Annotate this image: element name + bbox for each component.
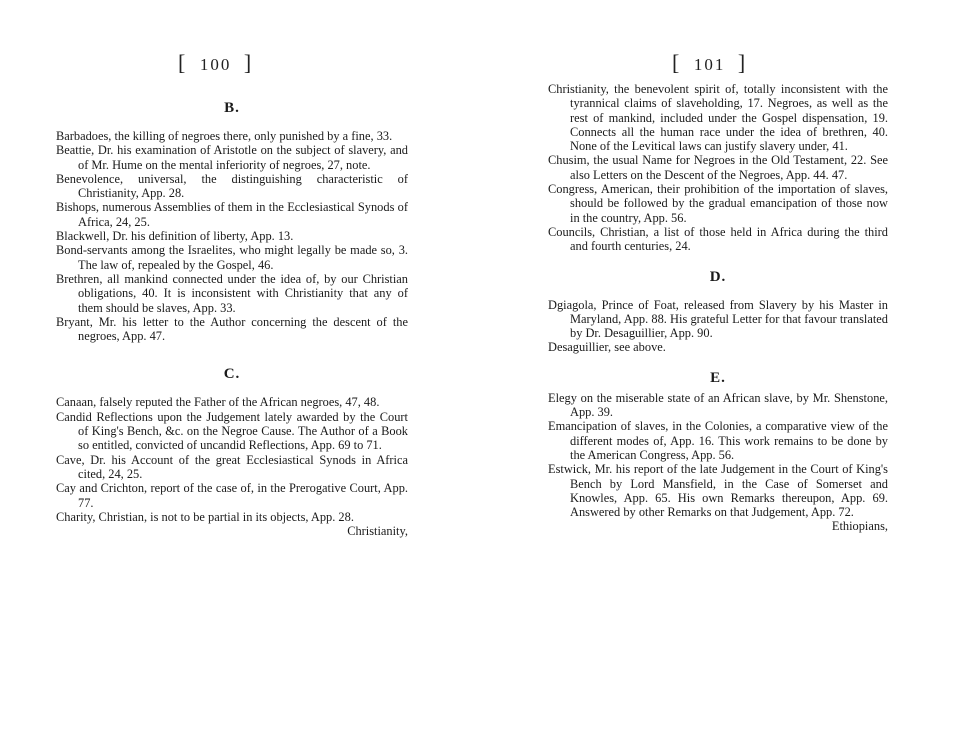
index-entry: Bond-servants among the Israelites, who might legally be made so, 3. The law of, repealed by the Gospel, 46.	[56, 243, 408, 272]
right-page-number: [ 101 ]	[672, 50, 748, 75]
index-entry: Christianity, the benevolent spirit of, totally inconsistent with the tyrannical claims of slaveholding, 17. Negroes, as well as the rest of mankind, included under the Gospel dispensation, 19. Connects all the human race under the idea of brethren, 40. None of the Levitical laws can justify slavery under, 41.	[548, 82, 888, 154]
index-entry: Congress, American, their prohibition of the importation of slaves, should be followed by the gradual emancipation of those now in the country, App. 56.	[548, 182, 888, 225]
index-entry: Desaguillier, see above.	[548, 340, 666, 355]
index-entry: Dgiagola, Prince of Foat, released from Slavery by his Master in Maryland, App. 88. His grateful Letter for that favour translated by Dr. Desaguillier, App. 90.	[548, 297, 888, 341]
left-column	[56, 95, 408, 538]
left-page-number: [ 100 ]	[178, 50, 254, 75]
index-entry: Emancipation of slaves, in the Colonies, a comparative view of the different modes of, App. 16. This work remains to be done by the American Congress, App. 56.	[548, 419, 888, 462]
section-heading-d: D.	[709, 268, 727, 285]
right-column	[548, 82, 888, 534]
index-entry: Bishops, numerous Assemblies of them in the Ecclesiastical Synods of Africa, 24, 25.	[56, 200, 408, 229]
right-page	[490, 0, 980, 752]
index-entry: Cay and Crichton, report of the case of, in the Prerogative Court, App. 77.	[56, 481, 408, 510]
index-entry: Charity, Christian, is not to be partial in its objects, App. 28.	[56, 509, 354, 524]
index-entry: Barbadoes, the killing of negroes there, only punished by a fine, 33.	[56, 129, 393, 143]
section-heading-e: E.	[710, 369, 726, 386]
section-heading-c: C.	[223, 366, 241, 383]
index-entry: Benevolence, universal, the distinguishing characteristic of Christianity, App. 28.	[56, 171, 408, 201]
index-entry: Canaan, falsely reputed the Father of the African negroes, 47, 48.	[56, 395, 380, 410]
index-entry: Cave, Dr. his Account of the great Ecclesiastical Synods in Africa cited, 24, 25.	[56, 452, 408, 481]
catchword: Christianity,	[347, 524, 408, 539]
section-heading-b: B.	[224, 100, 240, 116]
index-entry: Elegy on the miserable state of an African slave, by Mr. Shenstone, App. 39.	[548, 390, 888, 420]
index-entry: Candid Reflections upon the Judgement lately awarded by the Court of King's Bench, &c. on the Negroe Cause. The Author of a Book so entitled, convicted of uncandid Reflections, App. 69 to 71.	[56, 409, 408, 453]
index-entry: Bryant, Mr. his letter to the Author concerning the descent of the negroes, App. 47.	[56, 314, 408, 344]
index-entry: Estwick, Mr. his report of the late Judgement in the Court of King's Bench by Lord Mansfield, in the Case of Somerset and Knowles, App. 65. His own Remarks thereupon, App. 69. Answered by other Remarks on that Judgement, App. 72.	[548, 462, 888, 520]
index-entry: Councils, Christian, a list of those held in Africa during the third and fourth centuries, 24.	[548, 224, 888, 254]
index-entry: Blackwell, Dr. his definition of liberty, App. 13.	[56, 229, 294, 244]
catchword: Ethiopians,	[831, 519, 888, 534]
index-entry: Beattie, Dr. his examination of Aristotle on the subject of slavery, and of Mr. Hume on the mental inferiority of negroes, 27, note.	[56, 143, 408, 172]
index-entry: Brethren, all mankind connected under the idea of, by our Christian obligations, 40. It is inconsistent with Christianity that any of them should be slaves, App. 33.	[56, 271, 408, 315]
index-entry: Chusim, the usual Name for Negroes in the Old Testament, 22. See also Letters on the Descent of the Negroes, App. 44. 47.	[548, 153, 888, 182]
